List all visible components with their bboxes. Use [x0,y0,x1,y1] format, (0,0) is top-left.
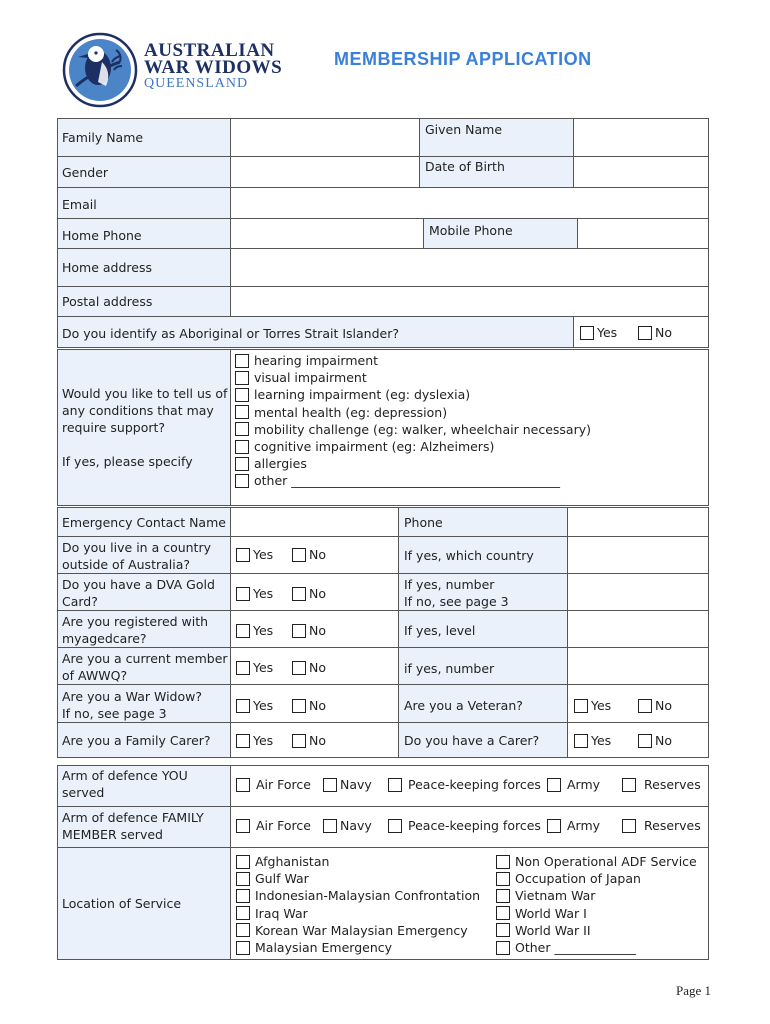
myagedcare-yes-checkbox[interactable]: Yes [236,623,273,638]
checkbox-icon [292,624,306,638]
emergency-name-label: Emergency Contact Name [62,515,226,530]
emergency-phone-input[interactable] [567,507,709,537]
location-occupation-japan[interactable]: Occupation of Japan [496,870,697,887]
condition-learning[interactable]: learning impairment (eg: dyslexia) [235,386,591,403]
checkbox-icon [292,734,306,748]
checkbox-icon [574,699,588,713]
checkbox-icon [235,388,249,402]
mobile-phone-input[interactable] [577,218,709,249]
condition-mobility[interactable]: mobility challenge (eg: walker, wheelchair necessary) [235,421,591,438]
widow-no-checkbox[interactable]: No [292,698,326,713]
postal-address-label: Postal address [62,294,153,309]
overseas-yes-checkbox[interactable]: Yes [236,547,273,562]
location-ww2[interactable]: World War II [496,922,697,939]
conditions-prompt: Would you like to tell us of any conditions that may require support? If yes, please specify [62,386,228,469]
checkbox-icon [235,405,249,419]
kookaburra-emblem-icon [62,32,138,108]
conditions-list [235,352,591,490]
checkbox-icon [496,941,510,955]
gender-label: Gender [62,165,109,180]
checkbox-icon [236,872,250,886]
family-peacekeeping-checkbox[interactable]: Peace-keeping forces [388,818,541,833]
family-navy-checkbox[interactable]: Navy [323,818,372,833]
checkbox-icon [235,457,249,471]
mobile-phone-label: Mobile Phone [429,223,513,238]
home-address-label: Home address [62,260,152,275]
family-army-checkbox[interactable]: Army [547,818,600,833]
checkbox-icon [496,906,510,920]
country-label: If yes, which country [404,548,534,563]
checkbox-icon [235,422,249,436]
member-no-checkbox[interactable]: No [292,660,326,675]
member-number-label: if yes, number [404,661,495,676]
emergency-name-input[interactable] [230,507,399,537]
checkbox-icon [236,923,250,937]
aboriginal-yes-checkbox[interactable]: Yes [580,325,617,340]
checkbox-icon [292,699,306,713]
home-phone-input[interactable] [230,218,424,249]
emergency-phone-label: Phone [404,515,443,530]
checkbox-icon [236,855,250,869]
member-yes-checkbox[interactable]: Yes [236,660,273,675]
checkbox-icon [574,734,588,748]
you-air-force-checkbox[interactable]: Air Force [236,777,311,792]
aboriginal-no-checkbox[interactable]: No [638,325,672,340]
checkbox-icon [235,474,249,488]
checkbox-icon [236,819,250,833]
postal-address-input[interactable] [230,286,709,317]
location-korean-war[interactable]: Korean War Malaysian Emergency [236,922,480,939]
org-name-line2: WAR WIDOWS [144,57,283,78]
location-label: Location of Service [62,896,182,911]
checkbox-icon [496,923,510,937]
veteran-yes-checkbox[interactable]: Yes [574,698,611,713]
location-list-right [496,853,697,956]
defence-you-label: Arm of defence YOU served [62,768,188,800]
country-input[interactable] [567,536,709,574]
checkbox-icon [235,440,249,454]
have-carer-no-checkbox[interactable]: No [638,733,672,748]
dva-number-label: If yes, number If no, see page 3 [404,577,509,609]
level-input[interactable] [567,610,709,648]
checkbox-icon [496,889,510,903]
myagedcare-no-checkbox[interactable]: No [292,623,326,638]
page-title: MEMBERSHIP APPLICATION [334,49,592,69]
given-name-input[interactable] [573,118,709,157]
dob-input[interactable] [573,156,709,188]
location-non-operational[interactable]: Non Operational ADF Service [496,853,697,870]
location-confrontation[interactable]: Indonesian-Malaysian Confrontation [236,887,480,904]
you-army-checkbox[interactable]: Army [547,777,600,792]
location-malaysian-emergency[interactable]: Malaysian Emergency [236,939,480,956]
checkbox-icon [323,778,337,792]
family-air-force-checkbox[interactable]: Air Force [236,818,311,833]
dob-label: Date of Birth [425,159,505,174]
veteran-question: Are you a Veteran? [404,698,523,713]
have-carer-yes-checkbox[interactable]: Yes [574,733,611,748]
home-address-input[interactable] [230,248,709,287]
checkbox-icon [236,624,250,638]
widow-yes-checkbox[interactable]: Yes [236,698,273,713]
checkbox-icon [638,326,652,340]
you-peacekeeping-checkbox[interactable]: Peace-keeping forces [388,777,541,792]
family-carer-no-checkbox[interactable]: No [292,733,326,748]
checkbox-icon [235,371,249,385]
family-carer-question: Are you a Family Carer? [62,733,211,748]
checkbox-icon [292,587,306,601]
checkbox-icon [236,889,250,903]
dva-question: Do you have a DVA Gold Card? [62,577,215,609]
checkbox-icon [292,548,306,562]
checkbox-icon [496,855,510,869]
checkbox-icon [235,354,249,368]
defence-family-label: Arm of defence FAMILY MEMBER served [62,810,204,842]
have-carer-question: Do you have a Carer? [404,733,540,748]
location-afghanistan[interactable]: Afghanistan [236,853,480,870]
condition-other[interactable]: other ___________________________________________ [235,472,591,489]
checkbox-icon [547,819,561,833]
location-list-left [236,853,480,956]
condition-cognitive[interactable]: cognitive impairment (eg: Alzheimers) [235,438,591,455]
checkbox-icon [236,699,250,713]
location-iraq-war[interactable]: Iraq War [236,905,480,922]
widow-question: Are you a War Widow? If no, see page 3 [62,689,202,721]
location-other[interactable]: Other _____________ [496,939,697,956]
checkbox-icon [496,872,510,886]
email-label: Email [62,197,97,212]
page-number: Page 1 [676,983,712,998]
location-gulf-war[interactable]: Gulf War [236,870,480,887]
checkbox-icon [236,906,250,920]
logo [62,32,138,108]
condition-hearing[interactable]: hearing impairment [235,352,591,369]
checkbox-icon [323,819,337,833]
family-name-input[interactable] [230,118,420,157]
checkbox-icon [638,699,652,713]
checkbox-icon [236,941,250,955]
checkbox-icon [547,778,561,792]
checkbox-icon [292,661,306,675]
family-name-label: Family Name [62,130,144,145]
home-phone-label: Home Phone [62,228,142,243]
dva-number-input[interactable] [567,573,709,611]
checkbox-icon [388,819,402,833]
location-ww1[interactable]: World War I [496,905,697,922]
checkbox-icon [236,587,250,601]
gender-input[interactable] [230,156,420,188]
checkbox-icon [236,661,250,675]
veteran-no-checkbox[interactable]: No [638,698,672,713]
member-number-input[interactable] [567,647,709,685]
dva-yes-checkbox[interactable]: Yes [236,586,273,601]
condition-allergies[interactable]: allergies [235,455,591,472]
org-name-line1: AUSTRALIAN [144,40,275,61]
checkbox-icon [622,778,636,792]
checkbox-icon [638,734,652,748]
email-input[interactable] [230,187,709,219]
location-vietnam-war[interactable]: Vietnam War [496,887,697,904]
checkbox-icon [236,734,250,748]
checkbox-icon [388,778,402,792]
checkbox-icon [622,819,636,833]
checkbox-icon [580,326,594,340]
family-reserves-checkbox[interactable]: Reserves [622,818,701,833]
condition-visual[interactable]: visual impairment [235,369,591,386]
checkbox-icon [236,548,250,562]
family-carer-yes-checkbox[interactable]: Yes [236,733,273,748]
you-navy-checkbox[interactable]: Navy [323,777,372,792]
dva-no-checkbox[interactable]: No [292,586,326,601]
overseas-question: Do you live in a country outside of Australia? [62,540,211,572]
you-reserves-checkbox[interactable]: Reserves [622,777,701,792]
aboriginal-question: Do you identify as Aboriginal or Torres Strait Islander? [62,326,399,341]
condition-mental[interactable]: mental health (eg: depression) [235,404,591,421]
overseas-no-checkbox[interactable]: No [292,547,326,562]
org-name-line3: QUEENSLAND [144,76,249,91]
myagedcare-question: Are you registered with myagedcare? [62,614,209,646]
checkbox-icon [236,778,250,792]
level-label: If yes, level [404,623,476,638]
given-name-label: Given Name [425,122,503,137]
member-question: Are you a current member of AWWQ? [62,651,228,683]
